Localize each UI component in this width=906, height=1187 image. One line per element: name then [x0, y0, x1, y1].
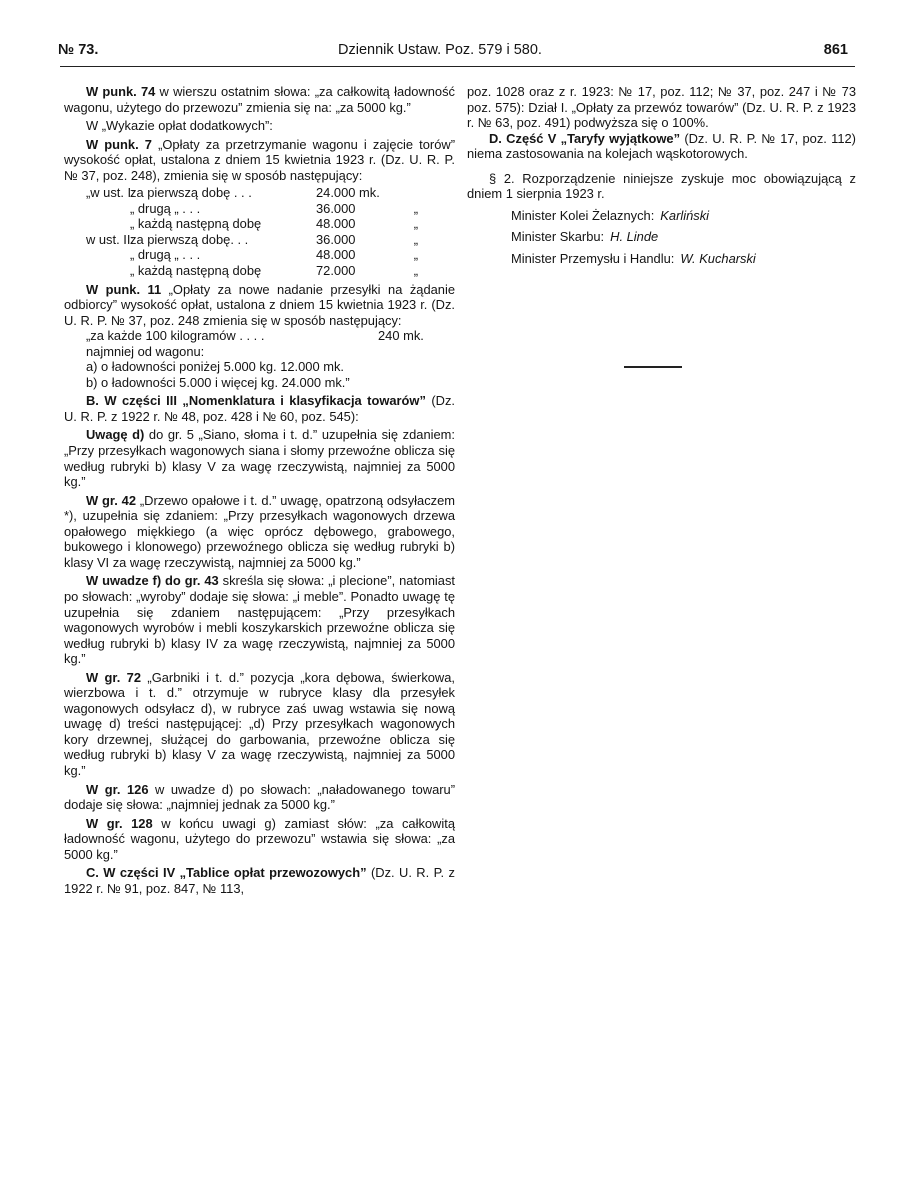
right-column — [467, 84, 856, 266]
table-row: „ drugą „ . . . 36.000 „ — [130, 200, 418, 216]
header-rule — [60, 66, 855, 67]
paragraph-punk-11: W punk. 11 „Opłaty za nowe nadanie przesyłki na żądanie odbiorcy” wysokość opłat, ustalona z dniem 15 kwietnia 1923 r. (Dz. U. R. P. № 37, poz. 248 zmienia się w sposób następujący: — [64, 281, 455, 328]
paragraph-continuation: poz. 1028 oraz z r. 1923: № 17, poz. 112; № 37, poz. 247 i № 73 poz. 575): Dział I. „Opłaty za przewóz towarów” (Dz. U. R. P. z 1923 r. № 63, poz. 491) podwyższa się o 100%. — [467, 84, 856, 131]
table-row: „w ust. I: za pierwszą dobę . . . 24.000 mk. — [86, 185, 380, 201]
signature-name: Karliński — [660, 207, 710, 223]
table-row: „ każdą następną dobę 72.000 „ — [130, 263, 418, 279]
section-b: B. W części III „Nomenklatura i klasyfikacja towarów” (Dz. U. R. P. z 1922 r. № 48, poz. 428 i № 60, poz. 545): — [64, 393, 455, 424]
journal-title: Dziennik Ustaw. Poz. 579 i 580. — [338, 42, 542, 58]
paragraph-wykaz: W „Wykazie opłat dodatkowych”: — [86, 118, 273, 134]
fee-table — [64, 185, 455, 278]
end-rule — [624, 366, 682, 368]
paragraph-section-2: § 2. Rozporządzenie niniejsze zyskuje moc obowiązującą z dniem 1 sierpnia 1923 r. — [467, 170, 856, 202]
paragraph-gr-128: W gr. 128 w końcu uwagi g) zamiast słów: „za całkowitą ładowność wagonu, użytego do przewozu” wstawia się słowa: „za 5000 kg.” — [64, 815, 455, 862]
signature-row: Minister Skarbu: H. Linde — [511, 229, 659, 245]
paragraph-punk-7: W punk. 7 „Opłaty za przetrzymanie wagonu i zajęcie torów” wysokość opłat, ustalona z dniem 15 kwietnia 1923 r. (Dz. U. R. P. № 37, poz. 248), zmienia się w sposób następujący: — [64, 136, 455, 183]
paragraph-uwaga-d: Uwagę d) do gr. 5 „Siano, słoma i t. d.” uzupełnia się zdaniem: „Przy przesyłkach wagonowych siana i słomy przewoźne oblicza się według rubryki b) klasy V za wagę rzeczywistą, najmniej za 5000 kg.” — [64, 427, 455, 490]
paragraph-gr-43: W uwadze f) do gr. 43 skreśla się słowa: „i plecione”, natomiast po słowach: „wyroby” dodaje się słowa: „i meble”. Ponadto uwagę tę uzupełnia się zdaniem następującem: „Przy przesyłkach wagonowych wyrobów i mebli koszykarskich przewoźne oblicza się według rubryki b) klasy IV za wagę rzeczywistą, najmniej za 5000 kg.” — [64, 573, 455, 667]
signature-name: W. Kucharski — [680, 250, 756, 266]
signature-row: Minister Przemysłu i Handlu: W. Kucharski — [511, 250, 756, 266]
fee-item-a: a) o ładowności poniżej 5.000 kg. 12.000 mk. — [86, 359, 344, 375]
section-d: D. Część V „Taryfy wyjątkowe” (Dz. U. R. P. № 17, poz. 112) niema zastosowania na kolejach wąskotorowych. — [467, 130, 856, 162]
signature-row: Minister Kolei Żelaznych: Karliński — [511, 207, 710, 223]
signature-name: H. Linde — [610, 229, 659, 245]
page-number: 861 — [823, 42, 848, 58]
table-row: „ każdą następną dobę 48.000 „ — [130, 216, 418, 232]
table-row: w ust. II: za pierwszą dobę. . . 36.000 „ — [86, 231, 418, 247]
paragraph-gr-72: W gr. 72 „Garbniki i t. d.” pozycja „kora dębowa, świerkowa, wierzbowa i t. d.” otrzymuje w rubryce klasy dla przesyłek wagonowych odsyłacz d), w rubryce zaś uwag wstawia się nową uwagę d) treści następującej: „d) Przy przesyłkach wagonowych kory drzewnej, służącej do garbowania, przewoźne oblicza się według rubryki b) klasy V za wagę rzeczywistą, najmniej za 5000 kg.” — [64, 669, 455, 778]
fee-line: „za każde 100 kilogramów . . . . 240 mk. — [86, 328, 424, 344]
table-row: „ drugą „ . . . 48.000 „ — [130, 247, 418, 263]
paragraph-gr-126: W gr. 126 w uwadze d) po słowach: „naładowanego towaru” dodaje się słowa: „najmniej jednak za 5000 kg.” — [64, 781, 455, 813]
paragraph-punk-74: W punk. 74 w wierszu ostatnim słowa: „za całkowitą ładowność wagonu, użytego do przewozu” zmienia się na: „za 5000 kg.” — [64, 84, 455, 115]
paragraph-gr-42: W gr. 42 „Drzewo opałowe i t. d.” uwagę, opatrzoną odsyłaczem *), uzupełnia się zdaniem: „Przy przesyłkach wagonowych drzewa opałowego miękkiego (a więc oprócz dębowego, grabowego, bukowego i klonowego) przewoźnego oblicza się według rubryki b) klasy VI za wagę rzeczywistą, najmniej za 5000 kg.” — [64, 492, 455, 570]
page-header — [58, 38, 848, 62]
fee-item-b: b) o ładowności 5.000 i więcej kg. 24.000 mk.” — [86, 374, 350, 390]
issue-number: № 73. — [58, 42, 99, 58]
left-column — [64, 84, 455, 896]
fee-continuation: najmniej od wagonu: — [86, 343, 205, 359]
section-c: C. W części IV „Tablice opłat przewozowych” (Dz. U. R. P. z 1922 r. № 91, poz. 847, № 113, — [64, 865, 455, 896]
